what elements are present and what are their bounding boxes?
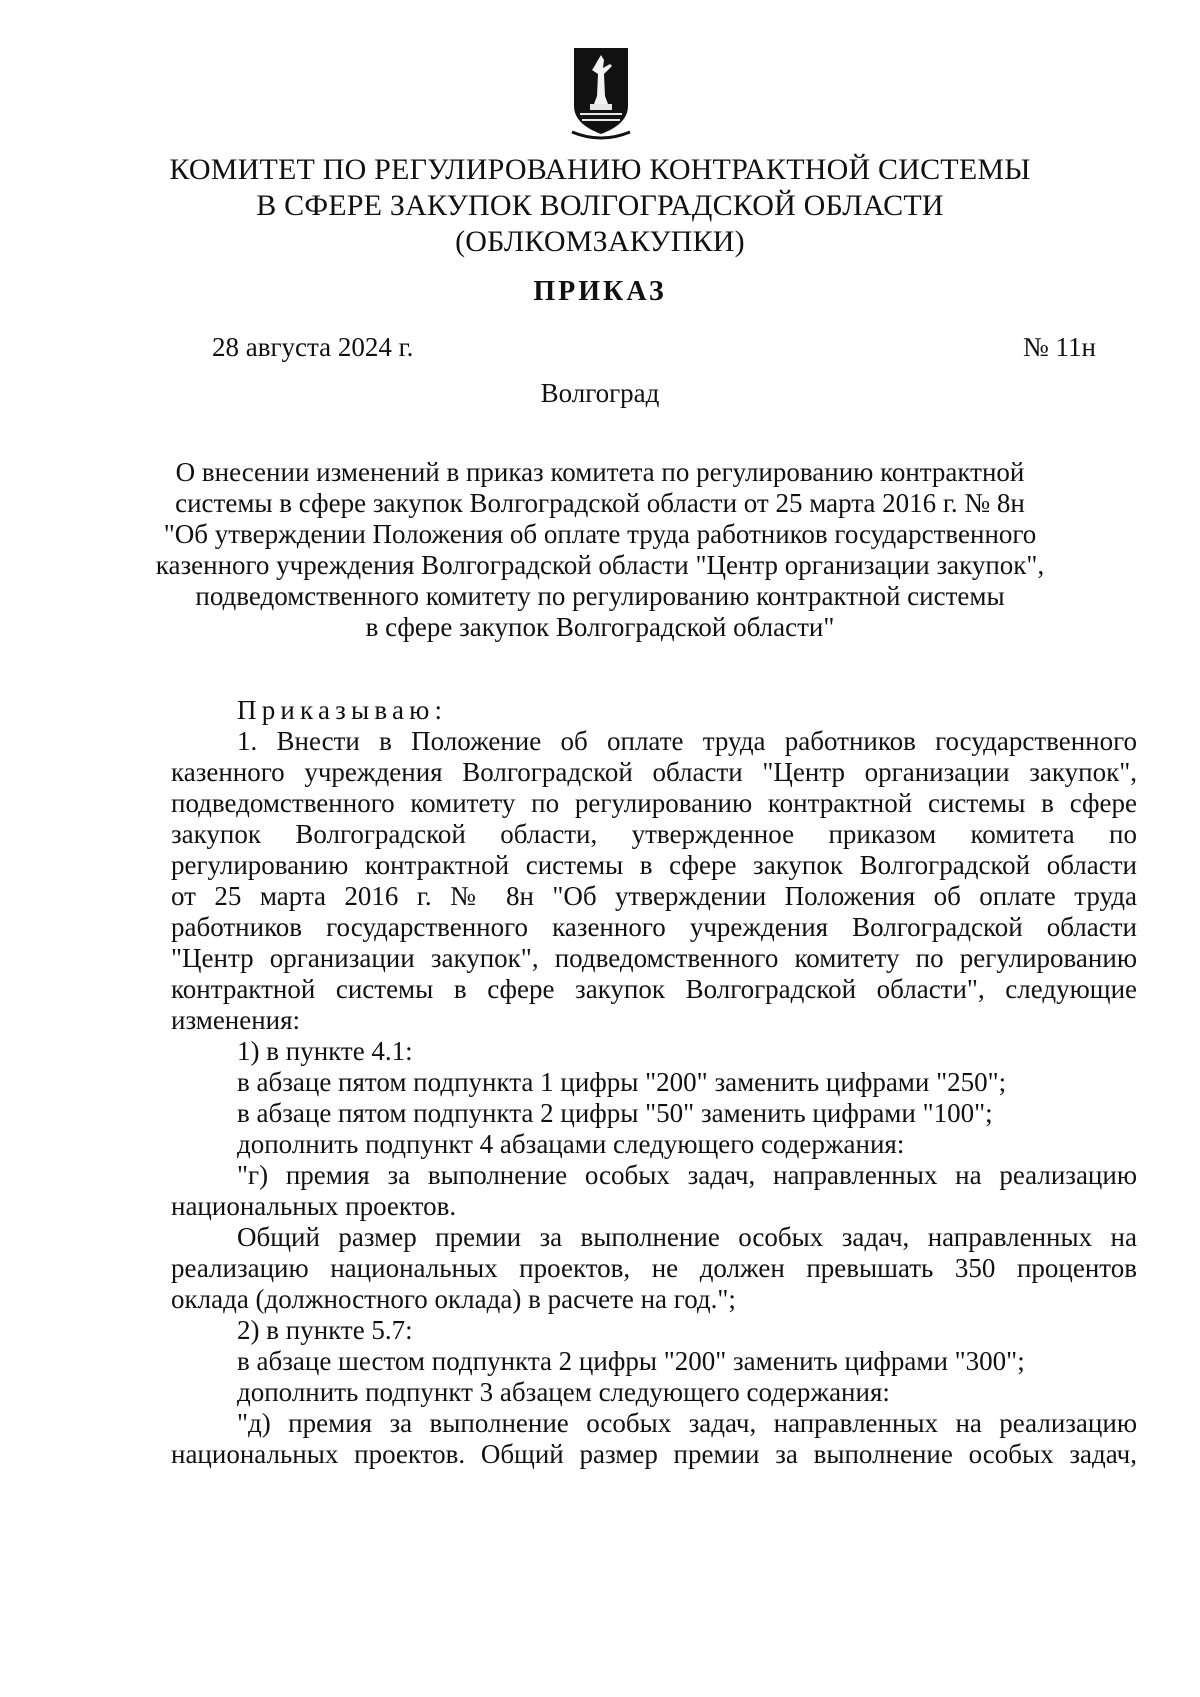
body-line: реализацию национальных проектов, не должен превышать 350 процентов	[171, 1253, 1137, 1283]
body-line: оклада (должностного оклада) в расчете на год.";	[171, 1284, 736, 1314]
subject-line: О внесении изменений в приказ комитета по регулированию контрактной	[175, 457, 1025, 487]
body-line: изменения:	[171, 1005, 301, 1035]
body-line: национальных проектов. Общий размер премии за выполнение особых задач,	[171, 1439, 1137, 1469]
subject-line: в сфере закупок Волгоградской области"	[365, 612, 835, 642]
document-number: № 11н	[1023, 332, 1096, 362]
organization-name	[0, 152, 1200, 260]
body-line: национальных проектов.	[171, 1191, 457, 1221]
body-line: закупок Волгоградской области, утвержденное приказом комитета по	[171, 819, 1137, 849]
body-line: Общий размер премии за выполнение особых задач, направленных на	[237, 1222, 1137, 1252]
document-city: Волгоград	[540, 378, 660, 408]
subject-line: системы в сфере закупок Волгоградской области от 25 марта 2016 г. № 8н	[175, 488, 1025, 518]
body-line: дополнить подпункт 3 абзацем следующего содержания:	[237, 1377, 890, 1407]
body-line: от 25 марта 2016 г. № 8н "Об утверждении Положения об оплате труда	[171, 881, 1137, 911]
body-line: в абзаце шестом подпункта 2 цифры "200" заменить цифрами "300";	[237, 1346, 1025, 1376]
body-line: казенного учреждения Волгоградской области "Центр организации закупок",	[171, 757, 1137, 787]
body-line: регулированию контрактной системы в сфере закупок Волгоградской области	[171, 850, 1137, 880]
body-line: "д) премия за выполнение особых задач, направленных на реализацию	[237, 1408, 1137, 1438]
org-name-line-2: В СФЕРЕ ЗАКУПОК ВОЛГОГРАДСКОЙ ОБЛАСТИ	[256, 189, 944, 222]
body-line: работников государственного казенного учреждения Волгоградской области	[171, 912, 1137, 942]
decree-word: Приказываю:	[237, 695, 448, 725]
body-line: 2) в пункте 5.7:	[237, 1315, 413, 1345]
body-line: в абзаце пятом подпункта 1 цифры "200" заменить цифрами "250";	[237, 1067, 1007, 1097]
org-name-line-3: (ОБЛКОМЗАКУПКИ)	[455, 225, 745, 258]
body-line: "Центр организации закупок", подведомственного комитету по регулированию	[171, 943, 1137, 973]
body-line: "г) премия за выполнение особых задач, направленных на реализацию	[237, 1160, 1137, 1190]
subject-line: казенного учреждения Волгоградской области "Центр организации закупок",	[155, 550, 1045, 580]
org-name-line-1: КОМИТЕТ ПО РЕГУЛИРОВАНИЮ КОНТРАКТНОЙ СИСТЕМЫ	[169, 153, 1031, 186]
body-line: подведомственного комитету по регулированию контрактной системы в сфере	[171, 788, 1137, 818]
document-subject	[120, 457, 1080, 643]
document-body	[171, 695, 1137, 1470]
body-line: 1. Внести в Положение об оплате труда работников государственного	[237, 726, 1137, 756]
document-date: 28 августа 2024 г.	[212, 332, 414, 362]
body-line: контрактной системы в сфере закупок Волгоградской области", следующие	[171, 974, 1137, 1004]
body-line: дополнить подпункт 4 абзацами следующего содержания:	[237, 1129, 905, 1159]
body-line: в абзаце пятом подпункта 2 цифры "50" заменить цифрами "100";	[237, 1098, 993, 1128]
volgograd-emblem-icon	[568, 44, 634, 140]
subject-line: подведомственного комитету по регулированию контрактной системы	[195, 581, 1005, 611]
document-type: ПРИКАЗ	[533, 276, 667, 307]
body-line: 1) в пункте 4.1:	[237, 1036, 413, 1066]
subject-line: "Об утверждении Положения об оплате труда работников государственного	[163, 519, 1037, 549]
